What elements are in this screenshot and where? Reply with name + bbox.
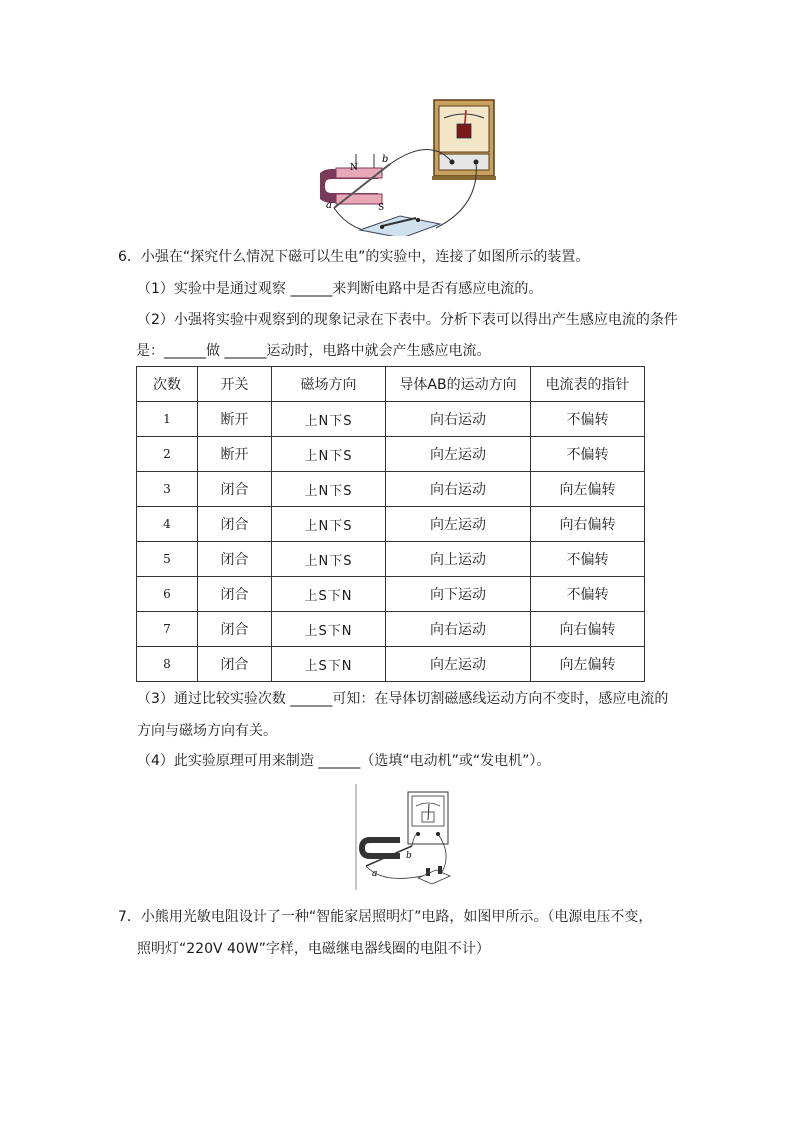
table-cell: 上N下S — [272, 542, 386, 577]
table-cell: 不偏转 — [531, 542, 645, 577]
q6-stem-text: 小强在“探究什么情况下磁可以生电”的实验中，连接了如图所示的装置。 — [140, 249, 590, 265]
table-header-cell: 电流表的指针 — [531, 367, 645, 402]
table-header-cell: 次数 — [137, 367, 198, 402]
table-cell: 向下运动 — [386, 577, 531, 612]
table-row — [137, 577, 645, 612]
table-cell: 闭合 — [198, 472, 272, 507]
table-cell: 3 — [137, 472, 198, 507]
table-cell: 上N下S — [272, 507, 386, 542]
table-cell: 1 — [137, 402, 198, 437]
table-cell: 8 — [137, 647, 198, 682]
table-cell: 不偏转 — [531, 402, 645, 437]
table-cell: 7 — [137, 612, 198, 647]
observation-table — [136, 366, 645, 682]
table-cell: 4 — [137, 507, 198, 542]
table-header-cell: 导体AB的运动方向 — [386, 367, 531, 402]
table-cell: 向上运动 — [386, 542, 531, 577]
table-cell: 向右运动 — [386, 402, 531, 437]
table-row — [137, 647, 645, 682]
table-cell: 上S下N — [272, 612, 386, 647]
table-cell: 向右运动 — [386, 612, 531, 647]
table-cell: 向右偏转 — [531, 612, 645, 647]
table-cell: 上N下S — [272, 472, 386, 507]
q6-part3-line2: 方向与磁场方向有关。 — [137, 723, 277, 739]
table-cell: 向左运动 — [386, 507, 531, 542]
table-cell: 不偏转 — [531, 437, 645, 472]
q6-part3-line1: （3）通过比较实验次数 ______可知：在导体切割磁感线运动方向不变时，感应电流的 — [137, 691, 669, 707]
q6-part1: （1）实验中是通过观察 ______来判断电路中是否有感应电流的。 — [137, 281, 543, 297]
table-cell: 2 — [137, 437, 198, 472]
point-a-label: a — [372, 869, 378, 879]
table-cell: 不偏转 — [531, 577, 645, 612]
point-a-label: a — [326, 200, 332, 211]
table-row — [137, 542, 645, 577]
table-cell: 6 — [137, 577, 198, 612]
table-cell: 上N下S — [272, 437, 386, 472]
table-cell: 上S下N — [272, 577, 386, 612]
q6-part2-line2: 是：______做 ______运动时，电路中就会产生感应电流。 — [136, 343, 491, 359]
q6-number: 6． — [118, 249, 141, 265]
magnet-n-label: N — [350, 163, 358, 173]
table-row — [137, 612, 645, 647]
table-cell: 闭合 — [198, 542, 272, 577]
table-cell: 向左偏转 — [531, 647, 645, 682]
q7-line1-text: 小熊用光敏电阻设计了一种“智能家居照明灯”电路，如图甲所示。（电源电压不变， — [140, 909, 653, 925]
table-cell: 断开 — [198, 402, 272, 437]
q7-line1 — [118, 907, 652, 927]
table-cell: 闭合 — [198, 612, 272, 647]
table-row — [137, 472, 645, 507]
table-row — [137, 402, 645, 437]
table-header-cell: 开关 — [198, 367, 272, 402]
table-cell: 断开 — [198, 437, 272, 472]
table-cell: 闭合 — [198, 577, 272, 612]
apparatus-figure-2 — [352, 784, 462, 892]
q6-stem — [118, 247, 589, 267]
point-b-label: b — [406, 851, 412, 861]
table-cell: 闭合 — [198, 647, 272, 682]
q7-line2: 照明灯“220V 40W”字样，电磁继电器线圈的电阻不计） — [137, 941, 490, 957]
magnet-s-label: S — [378, 203, 385, 213]
table-header-cell: 磁场方向 — [272, 367, 386, 402]
table-cell: 向左偏转 — [531, 472, 645, 507]
point-b-label: b — [382, 154, 389, 165]
table-cell: 上N下S — [272, 402, 386, 437]
table-cell: 闭合 — [198, 507, 272, 542]
q6-part2-line1: （2）小强将实验中观察到的现象记录在下表中。分析下表可以得出产生感应电流的条件 — [137, 312, 678, 328]
q7-number: 7． — [118, 909, 141, 925]
table-cell: 上S下N — [272, 647, 386, 682]
table-cell: 5 — [137, 542, 198, 577]
q6-part4: （4）此实验原理可用来制造 ______（选填“电动机”或“发电机”）。 — [137, 753, 551, 769]
table-cell: 向右运动 — [386, 472, 531, 507]
table-header-row — [137, 367, 645, 402]
table-row — [137, 507, 645, 542]
table-cell: 向左运动 — [386, 437, 531, 472]
table-cell: 向右偏转 — [531, 507, 645, 542]
table-cell: 向左运动 — [386, 647, 531, 682]
table-row — [137, 437, 645, 472]
apparatus-figure-1 — [320, 96, 500, 236]
